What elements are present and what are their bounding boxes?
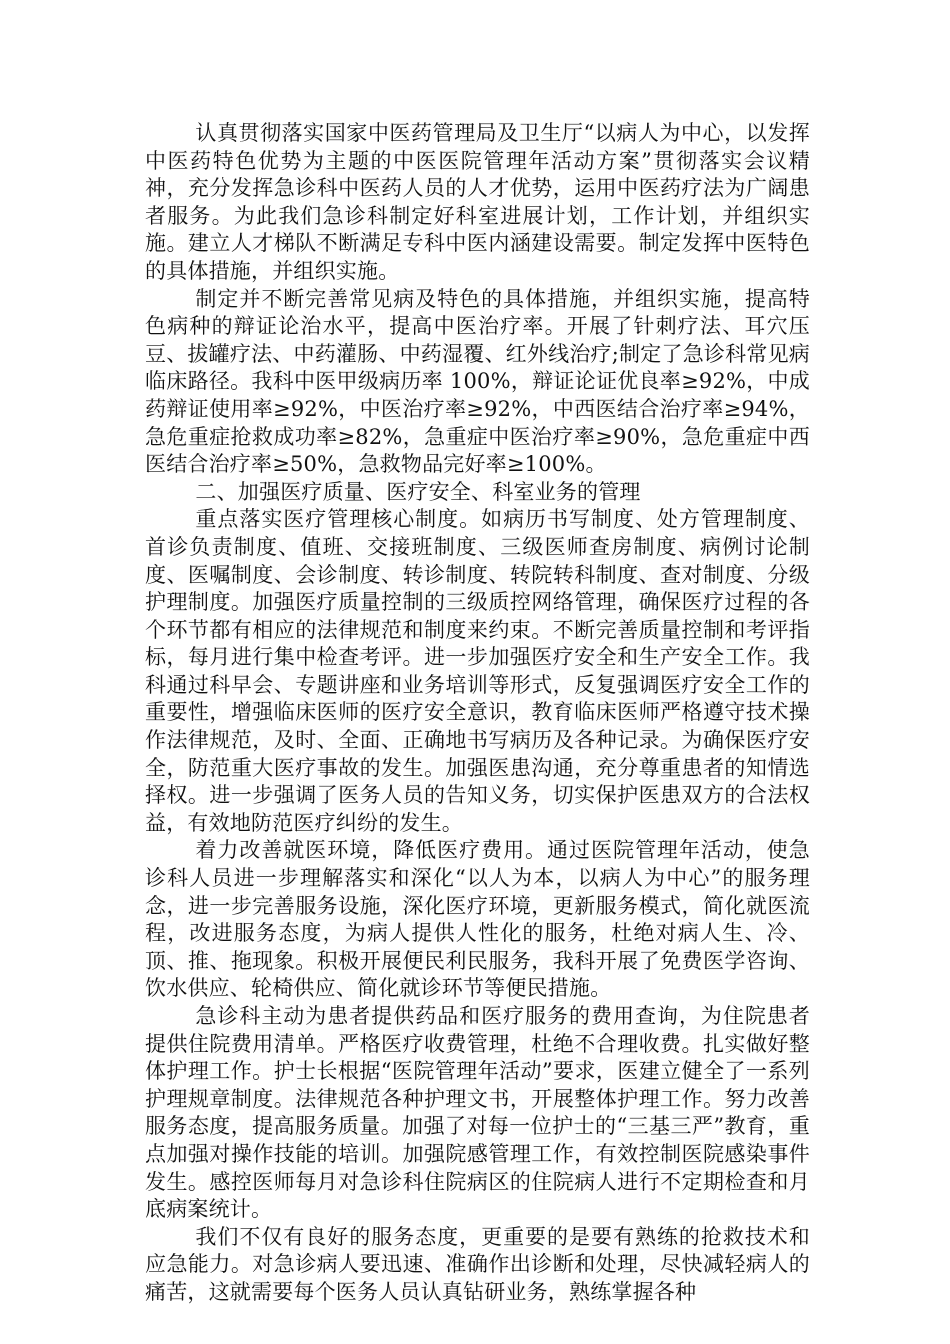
- paragraph-tcm-measures: 制定并不断完善常见病及特色的具体措施，并组织实施，提高特色病种的辩证论治水平，提高中医治疗率。开展了针刺疗法、耳穴压豆、拔罐疗法、中药灌肠、中药湿覆、红外线治疗;制定了急诊科常见病临床路径。我科中医甲级病历率 100%，辩证论证优良率≥92%，中成药辩证使用率≥92%，中医治疗率≥92%，中西医结合治疗率≥94%，急危重症抢救成功率≥82%，急重症中医治疗率≥90%，急危重症中西医结合治疗率≥50%，急救物品完好率≥100%。: [145, 286, 810, 477]
- paragraph-intro: 认真贯彻落实国家中医药管理局及卫生厅“以病人为中心，以发挥中医药特色优势为主题的中医医院管理年活动方案”贯彻落实会议精神，充分发挥急诊科中医药人员的人才优势，运用中医药疗法为广阔患者服务。为此我们急诊科制定好科室进展计划，工作计划，并组织实施。建立人才梯队不断满足专科中医内涵建设需要。制定发挥中医特色的具体措施，并组织实施。: [145, 121, 810, 283]
- paragraph-environment: 着力改善就医环境，降低医疗费用。通过医院管理年活动，使急诊科人员进一步理解落实和深化“以人为本，以病人为中心”的服务理念，进一步完善服务设施，深化医疗环境，更新服务模式，简化就医流程，改进服务态度，为病人提供人性化的服务，杜绝对病人生、冷、顶、推、拖现象。积极开展便民利民服务，我科开展了免费医学咨询、饮水供应、轮椅供应、简化就诊环节等便民措施。: [145, 838, 810, 1001]
- document-page: [145, 120, 810, 1307]
- paragraph-skills: 我们不仅有良好的服务态度，更重要的是要有熟练的抢救技术和应急能力。对急诊病人要迅速、准确作出诊断和处理，尽快减轻病人的痛苦，这就需要每个医务人员认真钻研业务，熟练掌握各种: [145, 1224, 810, 1304]
- paragraph-fees-nursing: 急诊科主动为患者提供药品和医疗服务的费用查询，为住院患者提供住院费用清单。严格医疗收费管理，杜绝不合理收费。扎实做好整体护理工作。护士长根据“医院管理年活动”要求，医建立健全了一系列护理规章制度。法律规范各种护理文书，开展整体护理工作。努力改善服务态度，提高服务质量。加强了对每一位护士的“三基三严”教育，重点加强对操作技能的培训。加强院感管理工作，有效控制医院感染事件发生。感控医师每月对急诊科住院病区的住院病人进行不定期检查和月底病案统计。: [145, 1004, 810, 1222]
- paragraph-core-systems: 重点落实医疗管理核心制度。如病历书写制度、处方管理制度、首诊负责制度、值班、交接班制度、三级医师查房制度、病例讨论制度、医嘱制度、会诊制度、转诊制度、转院转科制度、查对制度、分级护理制度。加强医疗质量控制的三级质控网络管理，确保医疗过程的各个环节都有相应的法律规范和制度来约束。不断完善质量控制和考评指标，每月进行集中检查考评。进一步加强医疗安全和生产安全工作。我科通过科早会、专题讲座和业务培训等形式，反复强调医疗安全工作的重要性，增强临床医师的医疗安全意识，教育临床医师严格遵守技术操作法律规范，及时、全面、正确地书写病历及各种记录。为确保医疗安全，防范重大医疗事故的发生。加强医患沟通，充分尊重患者的知情选择权。进一步强调了医务人员的告知义务，切实保护医患双方的合法权益，有效地防范医疗纠纷的发生。: [145, 507, 810, 835]
- section-heading: 二、加强医疗质量、医疗安全、科室业务的管理: [195, 479, 641, 504]
